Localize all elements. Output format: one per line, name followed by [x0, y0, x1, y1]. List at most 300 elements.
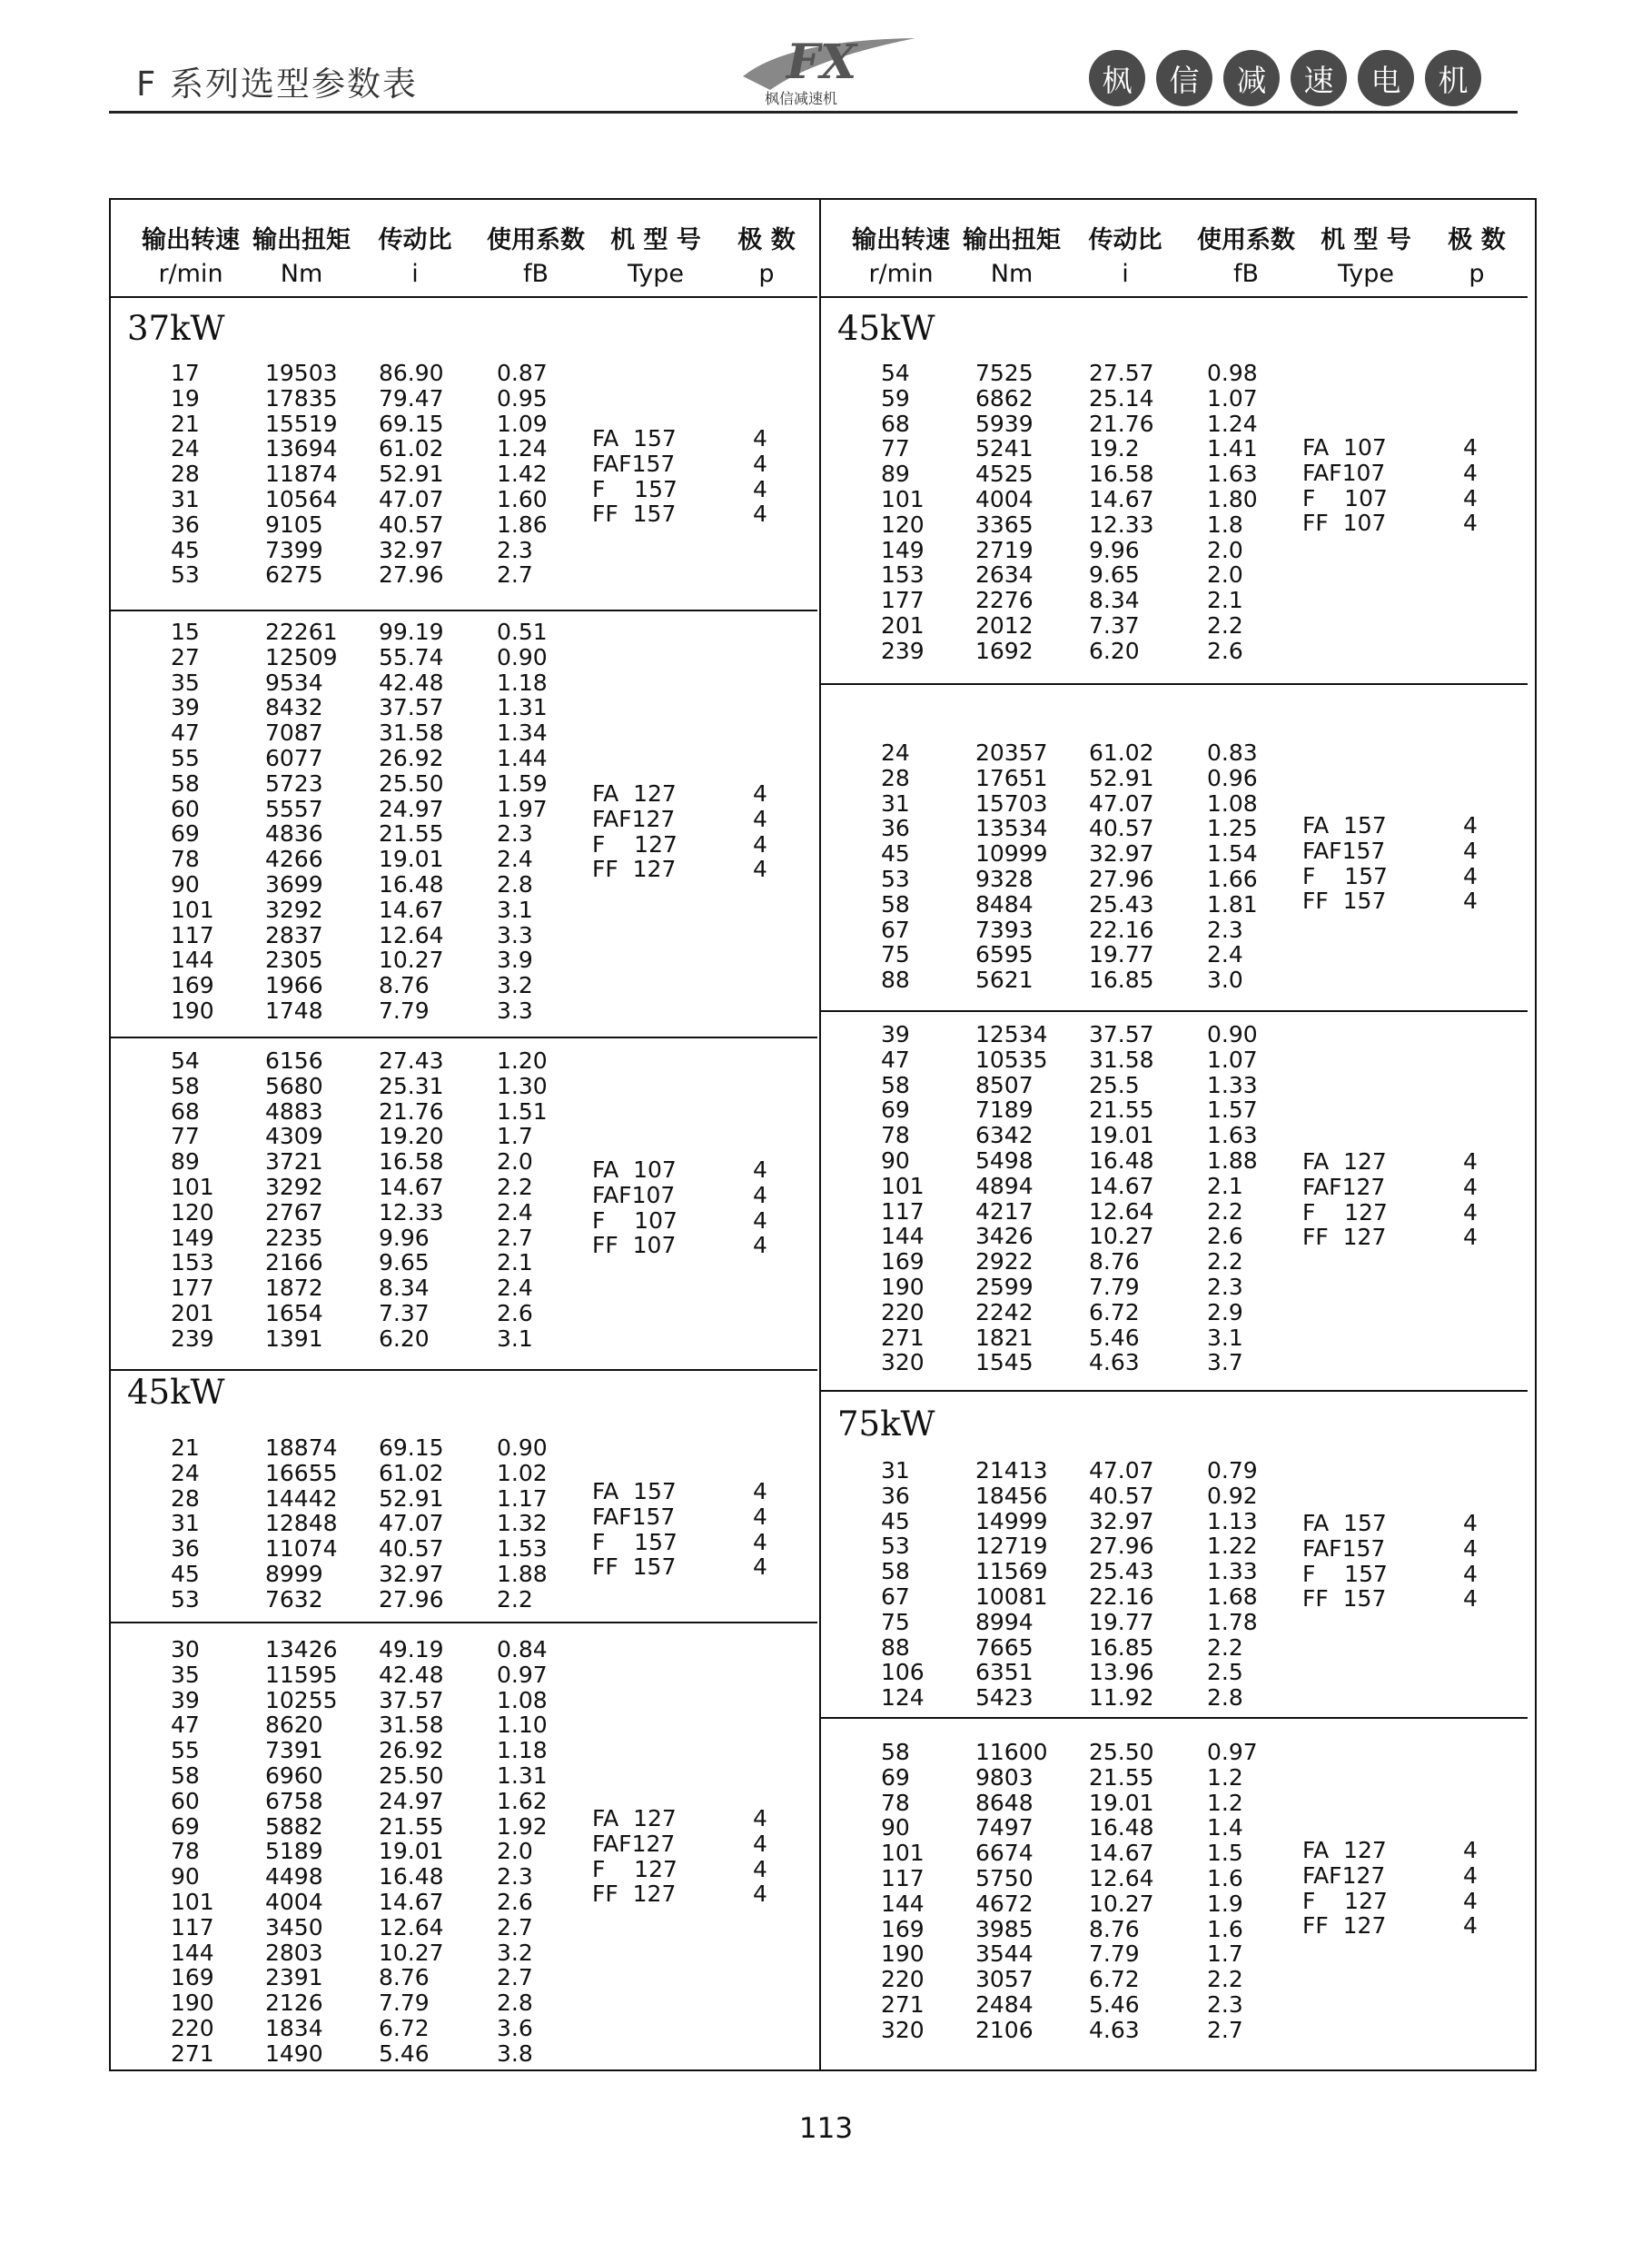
cell-factor: 1.86	[497, 511, 548, 538]
cell-ratio: 14.67	[1089, 485, 1154, 512]
cell-factor: 2.3	[1207, 1990, 1243, 2018]
cell-speed: 45	[171, 1560, 200, 1587]
model-type: FA 157	[1302, 812, 1387, 839]
cell-factor: 0.90	[497, 643, 548, 670]
model-row	[821, 1174, 1528, 1199]
model-row	[821, 459, 1528, 488]
table-row	[111, 619, 817, 644]
cell-factor: 2.3	[497, 536, 533, 563]
cell-speed: 53	[881, 865, 910, 892]
cell-torque: 21413	[975, 1457, 1048, 1484]
cell-torque: 6275	[265, 561, 323, 589]
header-torque-label: 输出扭矩	[963, 226, 1061, 254]
cell-factor: 2.3	[497, 1863, 533, 1891]
cell-factor: 2.2	[1207, 1197, 1243, 1225]
cell-speed: 28	[171, 1484, 200, 1512]
model-poles: 4	[1463, 1148, 1478, 1175]
cell-speed: 101	[171, 896, 214, 923]
model-poles: 4	[1463, 1198, 1478, 1226]
cell-torque: 4498	[265, 1863, 323, 1891]
model-row	[111, 451, 817, 476]
table-row	[821, 1684, 1528, 1710]
cell-speed: 59	[881, 384, 910, 412]
cell-ratio: 16.58	[379, 1148, 444, 1176]
cell-ratio: 12.64	[1089, 1864, 1154, 1891]
power-group	[111, 298, 817, 611]
table-row	[821, 1457, 1528, 1483]
cell-ratio: 26.92	[379, 1737, 444, 1764]
cell-ratio: 31.58	[379, 720, 444, 747]
cell-speed: 58	[881, 890, 910, 918]
cell-ratio: 21.76	[379, 1097, 444, 1125]
brand-badge: 电	[1358, 50, 1414, 106]
cell-ratio: 24.97	[379, 1787, 444, 1814]
cell-ratio: 32.97	[379, 1560, 444, 1587]
cell-torque: 3450	[265, 1913, 323, 1940]
cell-speed: 90	[171, 870, 200, 898]
table-row	[821, 1047, 1528, 1072]
cell-factor: 2.7	[1207, 2016, 1243, 2043]
cell-torque: 7632	[265, 1585, 323, 1613]
cell-speed: 90	[881, 1814, 910, 1841]
cell-factor: 1.6	[1207, 1915, 1243, 1942]
cell-speed: 239	[171, 1325, 214, 1352]
table-row	[111, 1662, 817, 1687]
cell-torque: 12534	[975, 1021, 1048, 1047]
table-row	[111, 1123, 817, 1148]
cell-torque: 2106	[975, 2016, 1034, 2043]
model-poles: 4	[753, 1206, 767, 1234]
cell-ratio: 49.19	[379, 1636, 444, 1662]
cell-ratio: 12.33	[379, 1198, 444, 1226]
model-row	[111, 1207, 817, 1233]
cell-torque: 4004	[265, 1888, 323, 1915]
cell-speed: 55	[171, 1737, 200, 1764]
cell-speed: 69	[881, 1763, 910, 1791]
cell-ratio: 13.96	[1089, 1659, 1154, 1686]
cell-torque: 3292	[265, 896, 323, 923]
cell-speed: 54	[881, 360, 910, 386]
cell-torque: 8432	[265, 694, 323, 721]
cell-speed: 149	[171, 1224, 214, 1251]
model-type: F 157	[592, 475, 678, 502]
cell-factor: 3.1	[1207, 1324, 1243, 1351]
cell-speed: 15	[171, 619, 200, 645]
cell-ratio: 7.79	[379, 1990, 430, 2017]
cell-torque: 3721	[265, 1148, 323, 1176]
table-row	[821, 587, 1528, 612]
brand-badge: 机	[1425, 50, 1481, 106]
model-type: FF 157	[592, 501, 677, 528]
model-poles: 4	[753, 1478, 767, 1504]
power-group	[821, 1392, 1528, 1719]
cell-torque: 11074	[265, 1535, 338, 1563]
cell-speed: 117	[171, 1913, 214, 1940]
cell-factor: 1.54	[1207, 840, 1258, 868]
model-list	[821, 1148, 1528, 1249]
cell-speed: 149	[881, 536, 925, 563]
logo-subtitle: 枫信减速机	[765, 90, 838, 107]
cell-ratio: 19.77	[1089, 941, 1154, 968]
cell-speed: 58	[171, 1072, 200, 1099]
header-poles-unit: p	[1469, 260, 1485, 288]
logo-text: FX	[786, 35, 857, 90]
model-poles: 4	[753, 1156, 767, 1183]
cell-ratio: 14.67	[379, 1173, 444, 1200]
cell-torque: 2837	[265, 921, 323, 948]
cell-speed: 47	[171, 1712, 200, 1739]
table-row	[821, 2017, 1528, 2042]
cell-ratio: 21.55	[1089, 1763, 1154, 1791]
cell-speed: 31	[881, 1457, 910, 1484]
header-ratio-label: 传动比	[1088, 226, 1162, 254]
cell-ratio: 37.57	[379, 694, 444, 721]
cell-factor: 1.78	[1207, 1608, 1258, 1635]
cell-speed: 169	[881, 1248, 925, 1275]
cell-ratio: 61.02	[379, 435, 444, 462]
cell-torque: 8994	[975, 1608, 1034, 1635]
cell-speed: 21	[171, 1434, 200, 1461]
cell-ratio: 42.48	[379, 1661, 444, 1688]
cell-speed: 69	[171, 1812, 200, 1840]
cell-torque: 10255	[265, 1686, 338, 1713]
cell-ratio: 12.64	[379, 1913, 444, 1940]
table-row	[821, 561, 1528, 587]
cell-factor: 3.1	[497, 896, 533, 923]
model-type: FA 107	[1302, 434, 1387, 461]
cell-speed: 60	[171, 1787, 200, 1814]
cell-ratio: 32.97	[379, 536, 444, 563]
cell-factor: 1.33	[1207, 1071, 1258, 1098]
cell-torque: 18456	[975, 1482, 1048, 1509]
cell-ratio: 79.47	[379, 384, 444, 412]
model-row	[111, 501, 817, 526]
cell-speed: 45	[881, 840, 910, 868]
cell-ratio: 8.76	[379, 1964, 430, 1991]
cell-torque: 5241	[975, 435, 1034, 462]
cell-ratio: 21.55	[1089, 1097, 1154, 1124]
cell-factor: 1.2	[1207, 1763, 1243, 1791]
table-row	[111, 720, 817, 745]
cell-speed: 320	[881, 2016, 925, 2043]
cell-factor: 0.90	[497, 1434, 548, 1461]
cell-factor: 2.8	[497, 1990, 533, 2017]
header-factor-label: 使用系数	[1197, 226, 1295, 254]
cell-torque: 7391	[265, 1737, 323, 1764]
cell-speed: 90	[171, 1863, 200, 1891]
cell-factor: 1.2	[1207, 1789, 1243, 1816]
cell-torque: 7189	[975, 1097, 1034, 1124]
cell-ratio: 37.57	[1089, 1021, 1154, 1047]
cell-torque: 4266	[265, 846, 323, 873]
cell-ratio: 19.01	[379, 846, 444, 873]
cell-ratio: 6.20	[379, 1325, 430, 1352]
cell-factor: 1.57	[1207, 1097, 1258, 1124]
table-row	[111, 561, 817, 587]
cell-speed: 24	[171, 435, 200, 462]
cell-speed: 177	[881, 587, 925, 614]
cell-factor: 3.2	[497, 1939, 533, 1966]
cell-speed: 69	[171, 820, 200, 848]
cell-factor: 1.5	[1207, 1840, 1243, 1867]
table-row	[111, 1964, 817, 1990]
page-number: 113	[798, 2112, 854, 2145]
cell-torque: 2012	[975, 611, 1034, 639]
model-poles: 4	[753, 780, 767, 807]
cell-speed: 117	[881, 1197, 925, 1225]
model-row	[111, 1478, 817, 1504]
table-row	[821, 917, 1528, 942]
cell-factor: 0.96	[1207, 764, 1258, 791]
cell-speed: 239	[881, 637, 925, 664]
model-row	[111, 1182, 817, 1207]
cell-factor: 1.31	[497, 1762, 548, 1789]
cell-factor: 2.4	[497, 846, 533, 873]
cell-ratio: 27.43	[379, 1047, 444, 1074]
cell-ratio: 52.91	[379, 461, 444, 488]
cell-factor: 2.2	[1207, 611, 1243, 639]
header-type-unit: Type	[627, 260, 685, 288]
table-row	[821, 1274, 1528, 1299]
table-row	[821, 411, 1528, 436]
model-row	[821, 812, 1528, 838]
model-poles: 4	[753, 475, 767, 502]
cell-factor: 1.17	[497, 1484, 548, 1512]
header-poles-label: 极 数	[1448, 226, 1506, 254]
model-row	[821, 1585, 1528, 1611]
model-list	[821, 812, 1528, 913]
table-row	[111, 694, 817, 720]
model-poles: 4	[753, 450, 767, 477]
cell-ratio: 10.27	[379, 1939, 444, 1966]
table-row	[821, 1021, 1528, 1047]
cell-torque: 9105	[265, 511, 323, 538]
cell-speed: 153	[881, 561, 925, 589]
cell-factor: 1.20	[497, 1047, 548, 1074]
table-row	[111, 1434, 817, 1460]
cell-ratio: 12.33	[1089, 511, 1154, 538]
model-type: FAF127	[1302, 1173, 1386, 1200]
cell-ratio: 16.48	[379, 870, 444, 898]
cell-factor: 1.08	[1207, 789, 1258, 817]
cell-torque: 19503	[265, 360, 338, 386]
cell-factor: 1.42	[497, 461, 548, 488]
table-row	[821, 360, 1528, 385]
cell-ratio: 55.74	[379, 643, 444, 670]
table-row	[111, 2040, 817, 2066]
power-group	[821, 1012, 1528, 1392]
cell-torque: 7665	[975, 1633, 1034, 1661]
table-row	[821, 1739, 1528, 1764]
cell-torque: 15519	[265, 410, 338, 437]
page-title: F 系列选型参数表	[136, 65, 419, 104]
cell-ratio: 16.85	[1089, 967, 1154, 994]
cell-factor: 1.68	[1207, 1583, 1258, 1610]
table-row	[821, 1966, 1528, 1991]
cell-factor: 1.30	[497, 1072, 548, 1099]
cell-factor: 1.80	[1207, 485, 1258, 512]
table-row	[821, 1634, 1528, 1660]
model-type: FF 157	[592, 1553, 677, 1581]
power-group	[111, 1371, 817, 1623]
cell-ratio: 16.48	[1089, 1146, 1154, 1174]
table-row	[111, 385, 817, 411]
cell-factor: 2.7	[497, 561, 533, 589]
model-poles: 4	[1463, 1560, 1478, 1587]
cell-torque: 13694	[265, 435, 338, 462]
cell-torque: 3544	[975, 1940, 1034, 1968]
cell-ratio: 9.65	[1089, 561, 1140, 589]
model-list	[111, 425, 817, 526]
cell-torque: 11874	[265, 461, 338, 488]
brand-badge: 枫	[1089, 50, 1145, 106]
model-poles: 4	[753, 805, 767, 832]
cell-factor: 0.97	[497, 1661, 548, 1688]
cell-ratio: 47.07	[1089, 1457, 1154, 1484]
cell-speed: 169	[881, 1915, 925, 1942]
cell-speed: 68	[171, 1097, 200, 1125]
cell-speed: 27	[171, 643, 200, 670]
table-row	[111, 1712, 817, 1737]
cell-factor: 2.4	[497, 1275, 533, 1302]
table-row	[111, 1047, 817, 1073]
cell-speed: 271	[171, 2040, 214, 2067]
cell-speed: 117	[881, 1864, 925, 1891]
cell-speed: 101	[171, 1173, 214, 1200]
cell-factor: 1.18	[497, 1737, 548, 1764]
header-torque-unit: Nm	[990, 260, 1034, 288]
cell-torque: 22261	[265, 619, 338, 645]
cell-torque: 10999	[975, 840, 1048, 868]
header-type-unit: Type	[1337, 260, 1395, 288]
cell-factor: 2.2	[1207, 1248, 1243, 1275]
cell-ratio: 86.90	[379, 360, 444, 386]
model-poles: 4	[1463, 888, 1478, 915]
cell-torque: 7525	[975, 360, 1034, 386]
cell-factor: 2.3	[1207, 916, 1243, 943]
cell-factor: 2.3	[497, 820, 533, 848]
cell-ratio: 52.91	[379, 1484, 444, 1512]
cell-speed: 190	[881, 1273, 925, 1300]
table-row	[111, 670, 817, 695]
model-type: FA 127	[592, 780, 677, 807]
cell-ratio: 40.57	[1089, 1482, 1154, 1509]
cell-speed: 201	[881, 611, 925, 639]
cell-ratio: 31.58	[1089, 1046, 1154, 1073]
cell-factor: 1.97	[497, 795, 548, 822]
cell-speed: 78	[171, 846, 200, 873]
cell-speed: 88	[881, 1633, 910, 1661]
cell-ratio: 10.27	[1089, 1890, 1154, 1917]
cell-torque: 2242	[975, 1298, 1034, 1325]
table-row	[821, 1764, 1528, 1790]
cell-ratio: 32.97	[1089, 1507, 1154, 1534]
model-row	[821, 1199, 1528, 1225]
table-row	[111, 537, 817, 562]
cell-factor: 1.31	[497, 694, 548, 721]
cell-ratio: 19.01	[1089, 1789, 1154, 1816]
cell-torque: 4525	[975, 461, 1034, 488]
model-row	[821, 1535, 1528, 1561]
cell-factor: 0.51	[497, 619, 548, 645]
table-row	[111, 972, 817, 997]
model-list	[111, 1478, 817, 1579]
cell-torque: 8999	[265, 1560, 323, 1587]
power-group	[821, 685, 1528, 1012]
model-poles: 4	[1463, 1224, 1478, 1251]
cell-factor: 1.60	[497, 485, 548, 512]
cell-speed: 144	[171, 947, 214, 974]
model-type: FAF107	[1302, 459, 1386, 486]
model-type: FAF127	[592, 805, 676, 832]
cell-factor: 2.2	[497, 1585, 533, 1613]
table-row	[111, 1940, 817, 1965]
model-poles: 4	[753, 1232, 767, 1259]
table-row	[821, 1248, 1528, 1274]
model-row	[111, 476, 817, 501]
cell-torque: 6595	[975, 941, 1034, 968]
cell-ratio: 7.79	[379, 997, 430, 1024]
model-row	[821, 1148, 1528, 1174]
cell-factor: 1.07	[1207, 1046, 1258, 1073]
cell-torque: 5189	[265, 1838, 323, 1865]
header-torque-label: 输出扭矩	[252, 226, 351, 254]
cell-factor: 1.41	[1207, 435, 1258, 462]
cell-speed: 69	[881, 1097, 910, 1124]
table-row	[821, 1790, 1528, 1815]
cell-speed: 144	[881, 1223, 925, 1250]
table-row	[111, 997, 817, 1023]
cell-torque: 3057	[975, 1966, 1034, 1993]
table-row	[821, 385, 1528, 411]
model-type: F 127	[592, 830, 678, 858]
model-poles: 4	[1463, 1887, 1478, 1914]
model-type: FF 127	[1302, 1224, 1387, 1251]
cell-speed: 117	[171, 921, 214, 948]
cell-torque: 4836	[265, 820, 323, 848]
model-list	[821, 1837, 1528, 1938]
cell-factor: 1.24	[497, 435, 548, 462]
model-poles: 4	[1463, 1510, 1478, 1536]
cell-factor: 1.66	[1207, 865, 1258, 892]
cell-ratio: 47.07	[379, 1510, 444, 1537]
cell-speed: 30	[171, 1636, 200, 1662]
cell-speed: 78	[171, 1838, 200, 1865]
cell-speed: 35	[171, 1661, 200, 1688]
cell-speed: 24	[881, 739, 910, 766]
table-row	[111, 1098, 817, 1124]
selection-table	[109, 198, 1537, 2071]
model-row	[111, 1232, 817, 1257]
model-type: FAF157	[1302, 837, 1386, 864]
table-row	[111, 922, 817, 948]
cell-torque: 5621	[975, 967, 1034, 994]
cell-speed: 36	[881, 815, 910, 842]
cell-speed: 101	[881, 1840, 925, 1867]
table-row	[821, 1072, 1528, 1097]
cell-torque: 2767	[265, 1198, 323, 1226]
cell-factor: 2.7	[497, 1964, 533, 1991]
cell-ratio: 4.63	[1089, 1349, 1140, 1376]
cell-factor: 1.13	[1207, 1507, 1258, 1534]
power-group	[111, 1038, 817, 1371]
cell-speed: 21	[171, 410, 200, 437]
model-type: FA 127	[1302, 1837, 1387, 1863]
cell-factor: 1.7	[1207, 1940, 1243, 1968]
cell-speed: 201	[171, 1299, 214, 1326]
model-type: FF 127	[1302, 1912, 1387, 1940]
model-type: FA 127	[1302, 1148, 1387, 1175]
